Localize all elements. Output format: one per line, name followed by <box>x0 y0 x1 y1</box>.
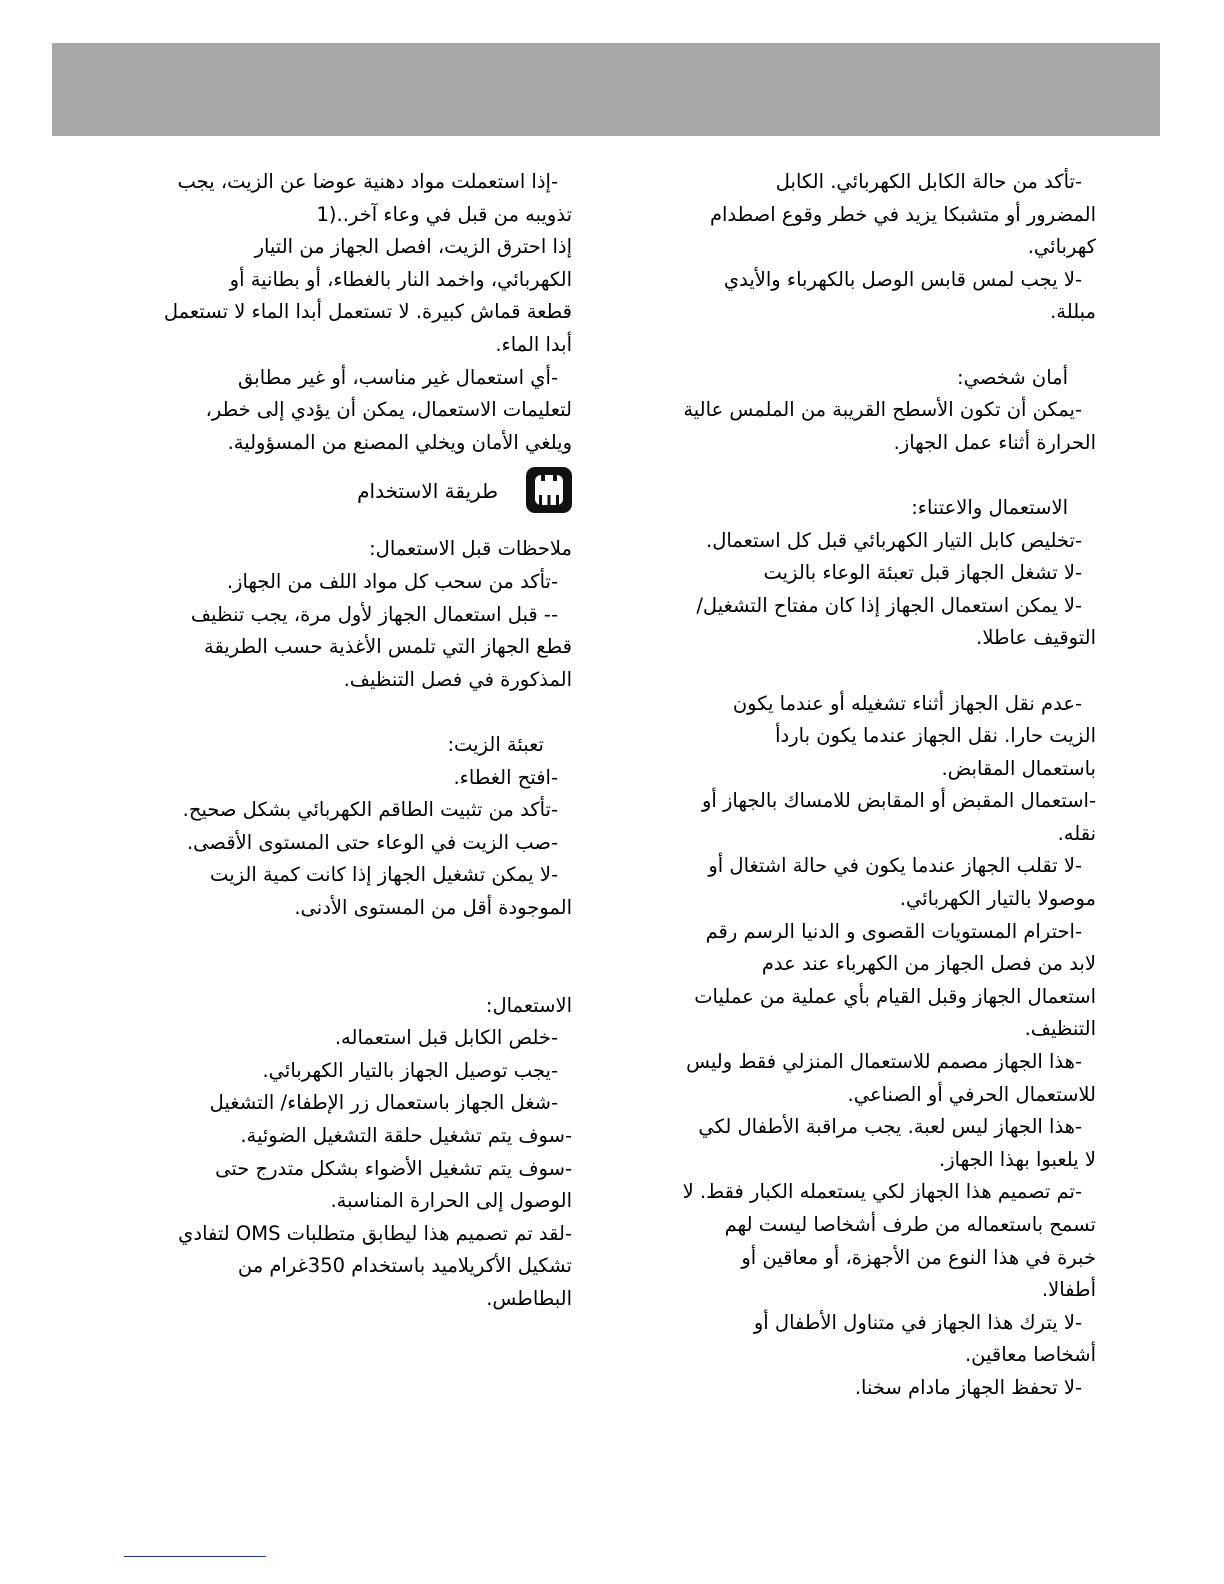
text-line: -تخليص كابل التيار الكهربائي قبل كل استعمال. <box>706 528 1082 552</box>
text-line: أشخاصا معاقين. <box>964 1343 1096 1367</box>
text-line: -احترام المستويات القصوى و الدنيا الرسم رقم <box>705 919 1082 943</box>
text-line: المذكورة في فصل التنظيف. <box>343 667 572 691</box>
text-line: -سوف يتم تشغيل الأضواء بشكل متدرج حتى <box>215 1156 572 1180</box>
plug-icon <box>526 467 572 513</box>
text-line: نقله. <box>1057 821 1096 845</box>
text-line: تذويبه من قبل في وعاء آخر..(1 <box>316 202 572 226</box>
text-line: باستعمال المقابض. <box>941 756 1096 780</box>
text-line: لتعليمات الاستعمال، يمكن أن يؤدي إلى خطر، <box>205 398 572 422</box>
oil-fire-paragraph <box>124 166 572 459</box>
text-line: تسمح باستعماله من طرف أشخاصا ليست لهم <box>724 1213 1096 1236</box>
text-line: -لا يجب لمس قابس الوصل بالكهرباء والأيدي <box>723 267 1082 291</box>
notes-paragraph <box>124 566 572 696</box>
text-line: إذا احترق الزيت، افصل الجهاز من التيار <box>254 235 572 259</box>
text-line: -تأكد من تثبيت الطاقم الكهربائي بشكل صحيح. <box>182 798 558 822</box>
warnings-paragraph <box>640 688 1096 1405</box>
text-line: -لا يمكن تشغيل الجهاز إذا كانت كمية الزيت <box>210 863 558 887</box>
footnote-rule <box>124 1556 266 1557</box>
text-line: أطفالا. <box>1041 1278 1096 1302</box>
text-line: البطاطس. <box>486 1287 572 1310</box>
text-line: الوصول إلى الحرارة المناسبة. <box>330 1189 572 1213</box>
text-line: -تأكد من حالة الكابل الكهربائي. الكابل <box>775 170 1082 193</box>
header-band <box>52 43 1160 136</box>
text-line: كهربائي. <box>1027 235 1096 259</box>
text-line: استعمال الجهاز وقبل القيام بأي عملية من عمليات <box>694 984 1096 1008</box>
text-line: -عدم نقل الجهاز أثناء تشغيله أو عندما يكون <box>732 691 1082 715</box>
text-line: -لا يمكن استعمال الجهاز إذا كان مفتاح التشغيل/ <box>696 593 1082 617</box>
text-line: -لا تحفظ الجهاز مادام سخنا. <box>854 1375 1082 1399</box>
text-line: -إذا استعملت مواد دهنية عوضا عن الزيت، يجب <box>177 170 558 193</box>
text-line: لا يلعبوا بهذا الجهاز. <box>939 1147 1096 1171</box>
text-line: -هذا الجهاز مصمم للاستعمال المنزلي فقط وليس <box>686 1050 1082 1074</box>
text-line: -سوف يتم تشغيل حلقة التشغيل الضوئية. <box>240 1124 572 1148</box>
text-line: ويلغي الأمان ويخلي المصنع من المسؤولية. <box>227 430 572 454</box>
personal-safety-heading: أمان شخصي: <box>957 365 1068 389</box>
text-line: -لا تقلب الجهاز عندما يكون في حالة اشتغال أو <box>708 854 1082 878</box>
text-line: التنظيف. <box>1024 1017 1096 1041</box>
text-line: تشكيل الأكريلاميد باستخدام 350غرام من <box>237 1254 572 1278</box>
personal-safety-paragraph <box>640 394 1096 459</box>
fill-oil-heading: تعبئة الزيت: <box>447 732 544 756</box>
text-line: للاستعمال الحرفي أو الصناعي. <box>847 1082 1096 1106</box>
left-column <box>124 166 572 1316</box>
text-line: -- قبل استعمال الجهاز لأول مرة، يجب تنظيف <box>190 602 558 626</box>
text-line: الزيت حارا. نقل الجهاز عندما يكون باردأ <box>775 724 1096 748</box>
text-line: -افتح الغطاء. <box>453 765 558 789</box>
notes-heading: ملاحظات قبل الاستعمال: <box>369 537 572 561</box>
text-line: -لا يترك هذا الجهاز في متناول الأطفال أو <box>753 1310 1082 1334</box>
text-line: الكهربائي، واخمد النار بالغطاء، أو بطانية أو <box>229 267 572 291</box>
text-line: لابد من فصل الجهاز من الكهرباء عند عدم <box>761 952 1096 976</box>
text-line: -تأكد من سحب كل مواد اللف من الجهاز. <box>226 569 558 593</box>
text-line: -صب الزيت في الوعاء حتى المستوى الأقصى. <box>186 830 558 854</box>
section-title: طريقة الاستخدام <box>357 479 498 504</box>
text-line: -لا تشغل الجهاز قبل تعبئة الوعاء بالزيت <box>763 561 1082 585</box>
text-line: مبللة. <box>1050 300 1096 324</box>
text-line: -يجب توصيل الجهاز بالتيار الكهربائي. <box>262 1058 558 1082</box>
text-line: -تم تصميم هذا الجهاز لكي يستعمله الكبار فقط. لا <box>682 1180 1082 1204</box>
text-line: -شغل الجهاز باستعمال زر الإطفاء/ التشغيل <box>209 1091 558 1115</box>
text-line: خبرة في هذا النوع من الأجهزة، أو معاقين أو <box>741 1245 1096 1269</box>
text-line: موصولا بالتيار الكهربائي. <box>899 887 1096 911</box>
usage-section-header <box>124 465 572 523</box>
text-line: -أي استعمال غير مناسب، أو غير مطابق <box>238 365 558 389</box>
text-line: قطعة قماش كبيرة. لا تستعمل أبدا الماء لا تستعمل <box>163 300 572 324</box>
usage-heading: الاستعمال: <box>485 993 572 1017</box>
text-line: أبدا الماء. <box>495 332 572 356</box>
text-line: المضرور أو متشبكا يزيد في خطر وقوع اصطدام <box>709 202 1096 226</box>
text-line: -خلص الكابل قبل استعماله. <box>334 1026 558 1050</box>
text-line: -هذا الجهاز ليس لعبة. يجب مراقبة الأطفال لكي <box>698 1115 1082 1139</box>
text-line: التوقيف عاطلا. <box>976 626 1096 650</box>
text-line: -لقد تم تصميم هذا ليطابق متطلبات OMS لتفادي <box>178 1221 572 1245</box>
text-line: -يمكن أن تكون الأسطح القريبة من الملمس عالية <box>683 398 1082 422</box>
text-line: -استعمال المقبض أو المقابض للامساك بالجهاز أو <box>701 789 1096 813</box>
usage-paragraph <box>124 1022 572 1315</box>
use-care-heading: الاستعمال والاعتناء: <box>911 495 1068 519</box>
text-line: الحرارة أثناء عمل الجهاز. <box>893 430 1096 454</box>
fill-oil-paragraph <box>124 762 572 925</box>
cable-safety-paragraph <box>640 166 1096 329</box>
text-line: قطع الجهاز التي تلمس الأغذية حسب الطريقة <box>203 635 572 659</box>
text-line: الموجودة أقل من المستوى الأدنى. <box>294 895 572 919</box>
use-care-paragraph <box>640 525 1096 655</box>
right-column <box>640 166 1096 1405</box>
